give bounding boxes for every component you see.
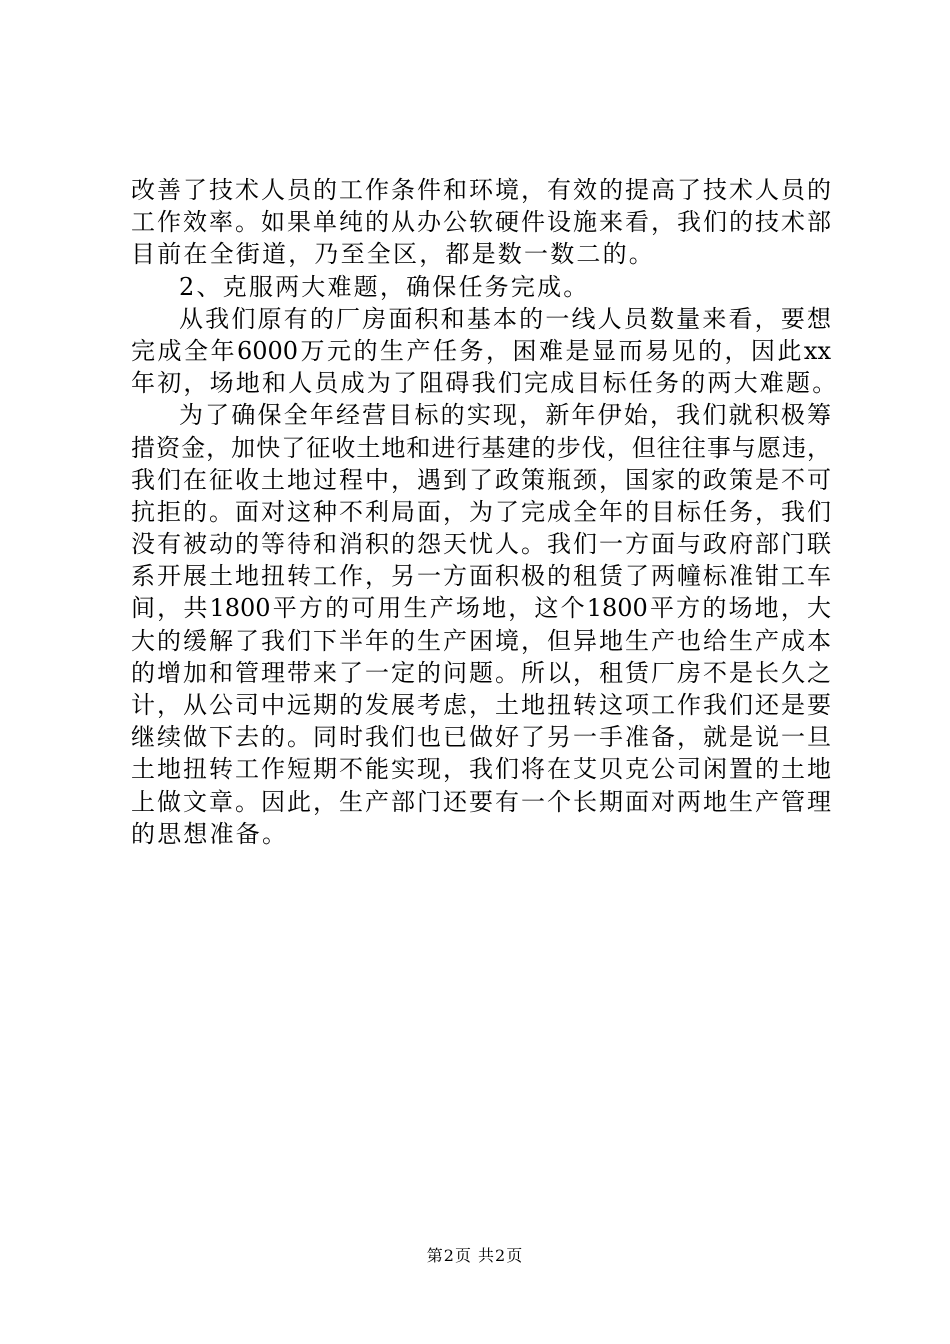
text-line: 改善了技术人员的工作条件和环境，有效的提高了技术人员的 (131, 176, 831, 204)
body-text (131, 174, 839, 850)
text-line: 没有被动的等待和消积的怨天忧人。我们一方面与政府部门联 (131, 530, 831, 559)
text-line: 我们在征收土地过程中，遇到了政策瓶颈，国家的政策是不可 (131, 465, 831, 494)
page-number-footer: 第2页 共2页 (426, 1246, 524, 1265)
text-line: 抗拒的。面对这种不利局面，为了完成全年的目标任务，我们 (131, 497, 831, 526)
text-line: 大的缓解了我们下半年的生产困境，但异地生产也给生产成本 (131, 626, 831, 655)
text-line: 继续做下去的。同时我们也已做好了另一手准备，就是说一旦 (131, 723, 831, 752)
text-line: 措资金，加快了征收土地和进行基建的步伐，但往往事与愿违， (131, 433, 831, 462)
text-line: 年初，场地和人员成为了阻碍我们完成目标任务的两大难题。 (131, 369, 839, 398)
text-line: 从我们原有的厂房面积和基本的一线人员数量来看，要想 (179, 304, 831, 333)
text-line: 完成全年6000万元的生产任务，困难是显而易见的，因此xx (131, 336, 831, 365)
section-heading: 2、克服两大难题，确保任务完成。 (179, 272, 590, 301)
text-line: 间，共1800平方的可用生产场地，这个1800平方的场地，大 (131, 594, 831, 623)
text-line: 的增加和管理带来了一定的问题。所以，租赁厂房不是长久之 (131, 658, 831, 687)
text-line: 工作效率。如果单纯的从办公软硬件设施来看，我们的技术部 (131, 208, 831, 237)
text-line: 为了确保全年经营目标的实现，新年伊始，我们就积极筹 (179, 401, 831, 430)
text-line: 计，从公司中远期的发展考虑，土地扭转这项工作我们还是要 (131, 691, 831, 719)
text-line: 上做文章。因此，生产部门还要有一个长期面对两地生产管理 (131, 787, 831, 816)
text-line: 的思想准备。 (131, 819, 289, 848)
text-line: 目前在全街道，乃至全区，都是数一数二的。 (131, 240, 655, 269)
text-line: 土地扭转工作短期不能实现，我们将在艾贝克公司闲置的土地 (131, 755, 831, 784)
text-line: 系开展土地扭转工作，另一方面积极的租赁了两幢标准钳工车 (131, 562, 831, 591)
